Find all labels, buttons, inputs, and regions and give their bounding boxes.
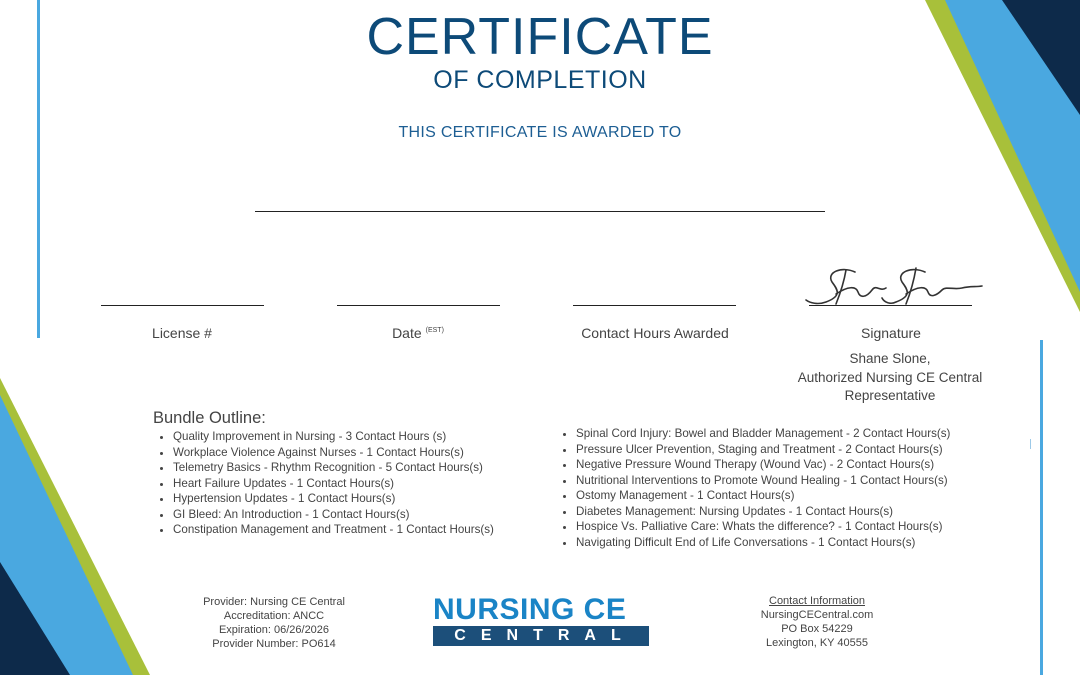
contact-po-box: PO Box 54229 xyxy=(781,623,853,635)
signer-block xyxy=(770,350,1010,406)
bundle-list-right xyxy=(556,426,950,550)
list-item: • Heart Failure Updates - 1 Contact Hours(s) xyxy=(173,476,494,492)
recipient-name-line xyxy=(255,211,825,212)
bundle-list-left xyxy=(153,429,494,538)
date-label-wrap xyxy=(318,325,518,341)
signature-label: Signature xyxy=(861,325,921,341)
list-item: • Telemetry Basics - Rhythm Recognition - 5 Contact Hours(s) xyxy=(173,460,494,476)
list-item: • Diabetes Management: Nursing Updates - 1 Contact Hours(s) xyxy=(576,504,950,520)
date-label: Date xyxy=(392,325,422,341)
contact-hours-label: Contact Hours Awarded xyxy=(581,325,729,341)
awarded-to-text: THIS CERTIFICATE IS AWARDED TO xyxy=(398,124,682,141)
date-timezone-note: (EST) xyxy=(425,327,444,334)
certificate-title: CERTIFICATE xyxy=(366,8,714,66)
contact-website: NursingCECentral.com xyxy=(760,609,874,621)
logo-line2: CENTRAL xyxy=(433,626,649,646)
right-small-tick xyxy=(1030,439,1031,449)
contact-info xyxy=(737,594,897,650)
date-line xyxy=(337,305,500,306)
right-vertical-accent-line xyxy=(1040,340,1043,675)
provider-number: Provider Number: PO614 xyxy=(212,638,336,650)
list-item: • Negative Pressure Wound Therapy (Wound Vac) - 2 Contact Hours(s) xyxy=(576,457,950,473)
logo-line1: NURSING CE xyxy=(433,593,627,626)
provider-expiration: Expiration: 06/26/2026 xyxy=(218,624,330,636)
provider-info xyxy=(184,595,364,651)
list-item: • Quality Improvement in Nursing - 3 Contact Hours (s) xyxy=(173,429,494,445)
signer-name: Shane Slone, xyxy=(849,351,931,366)
bundle-outline-title: Bundle Outline: xyxy=(153,409,266,427)
license-line xyxy=(101,305,264,306)
contact-hours-line xyxy=(573,305,736,306)
contact-city: Lexington, KY 40555 xyxy=(766,637,868,649)
list-item: • Nutritional Interventions to Promote Wound Healing - 1 Contact Hours(s) xyxy=(576,473,950,489)
list-item: • Spinal Cord Injury: Bowel and Bladder Management - 2 Contact Hours(s) xyxy=(576,426,950,442)
contact-heading: Contact Information xyxy=(769,595,865,607)
provider-accreditation: Accreditation: ANCC xyxy=(223,610,325,622)
signature-image xyxy=(806,268,982,304)
list-item: • Pressure Ulcer Prevention, Staging and Treatment - 2 Contact Hours(s) xyxy=(576,442,950,458)
provider-name: Provider: Nursing CE Central xyxy=(203,596,345,608)
list-item: • Navigating Difficult End of Life Conversations - 1 Contact Hours(s) xyxy=(576,535,950,551)
license-label: License # xyxy=(152,325,212,341)
list-item: • Constipation Management and Treatment - 1 Contact Hours(s) xyxy=(173,522,494,538)
list-item: • Workplace Violence Against Nurses - 1 Contact Hours(s) xyxy=(173,445,494,461)
list-item: • Hospice Vs. Palliative Care: Whats the difference? - 1 Contact Hours(s) xyxy=(576,519,950,535)
signer-title-line1: Authorized Nursing CE Central xyxy=(797,369,983,385)
list-item: • Hypertension Updates - 1 Contact Hours(s) xyxy=(173,491,494,507)
certificate-subtitle: OF COMPLETION xyxy=(433,66,647,94)
signature-line xyxy=(809,305,972,306)
list-item: • Ostomy Management - 1 Contact Hours(s) xyxy=(576,488,950,504)
nursing-ce-central-logo xyxy=(433,593,649,646)
signer-title-line2: Representative xyxy=(844,388,936,403)
list-item: • GI Bleed: An Introduction - 1 Contact Hours(s) xyxy=(173,507,494,523)
